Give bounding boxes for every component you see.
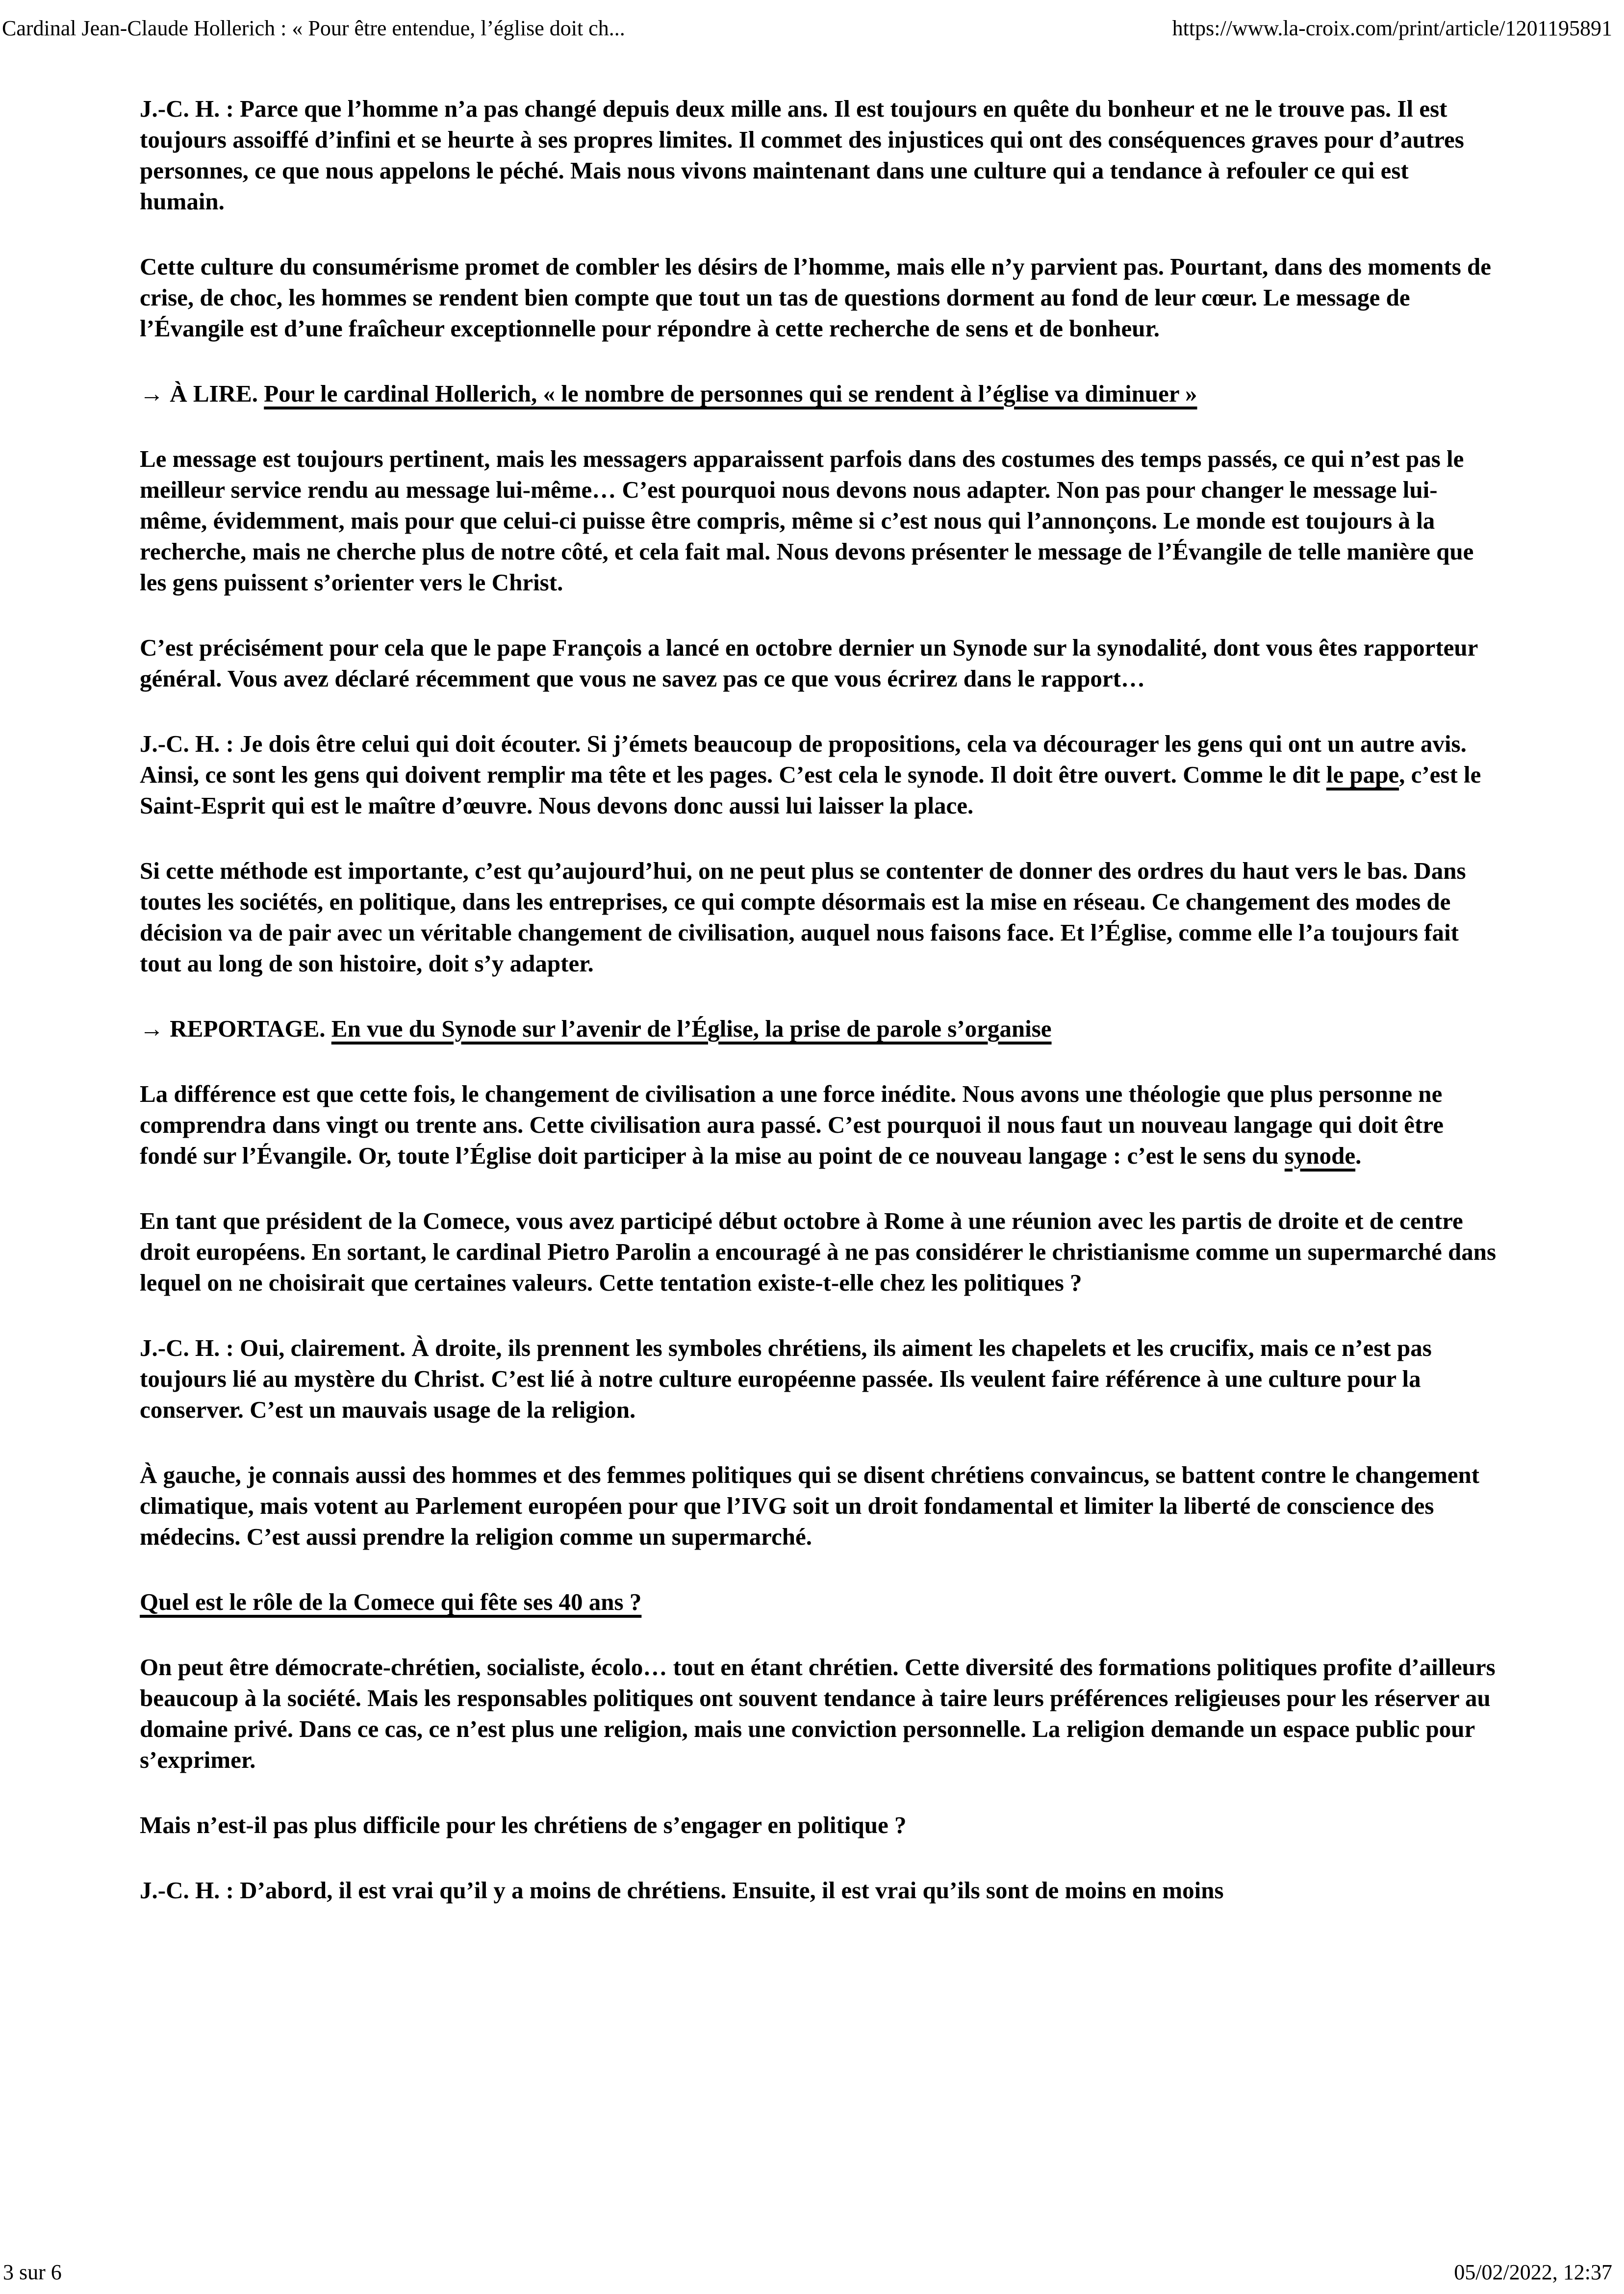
- paragraph-text: J.-C. H. : Oui, clairement. À droite, ils prennent les symboles chrétiens, ils aiment les chapelets et les crucifix, mais ce n’est pas toujours lié au mystère du Christ. C’est lié à notre culture européenne passée. Ils veulent faire référence à une culture pour la conserver. C’est un mauvais usage de la religion.: [140, 1334, 1432, 1423]
- page-title: Cardinal Jean-Claude Hollerich : « Pour être entendue, l’église doit ch...: [2, 16, 625, 40]
- paragraph-text: , c’est le Saint-Esprit qui est le maître d’œuvre. Nous devons donc aussi lui laisser la place.: [140, 761, 1481, 819]
- article-paragraph: [140, 1078, 1497, 1171]
- paragraph-text: .: [1355, 1142, 1362, 1169]
- inline-link[interactable]: synode: [1284, 1142, 1356, 1169]
- print-footer: [0, 2259, 1624, 2286]
- article-paragraph: [140, 1205, 1497, 1298]
- source-url: https://www.la-croix.com/print/article/1201195891: [1172, 16, 1612, 40]
- article-paragraph: [140, 1875, 1497, 1906]
- inline-link[interactable]: En vue du Synode sur l’avenir de l’Église, la prise de parole s’organise: [331, 1015, 1052, 1042]
- paragraph-text: J.-C. H. : D’abord, il est vrai qu’il y a moins de chrétiens. Ensuite, il est vrai qu’ils sont de moins en moins: [140, 1877, 1224, 1904]
- paragraph-text: C’est précisément pour cela que le pape François a lancé en octobre dernier un Synode sur la synodalité, dont vous êtes rapporteur général. Vous avez déclaré récemment que vous ne savez pas ce que vous écrirez dans le rapport…: [140, 634, 1478, 692]
- article-paragraph: [140, 1459, 1497, 1552]
- paragraph-text: En tant que président de la Comece, vous avez participé début octobre à Rome à une réunion avec les partis de droite et de centre droit européens. En sortant, le cardinal Pietro Parolin a encouragé à ne pas considérer le christianisme comme un supermarché dans lequel on ne choisirait que certaines valeurs. Cette tentation existe-t-elle chez les politiques ?: [140, 1207, 1497, 1296]
- article-paragraph: [140, 728, 1497, 821]
- article-paragraph: [140, 855, 1497, 979]
- article-paragraph: [140, 443, 1497, 598]
- paragraph-text: Cette culture du consumérisme promet de combler les désirs de l’homme, mais elle n’y parvient pas. Pourtant, dans des moments de crise, de choc, les hommes se rendent bien compte que tout un tas de questions dorment au fond de leur cœur. Le message de l’Évangile est d’une fraîcheur exceptionnelle pour répondre à cette recherche de sens et de bonheur.: [140, 253, 1492, 342]
- article-paragraph: [140, 1013, 1497, 1044]
- article-paragraph: [140, 1810, 1497, 1840]
- paragraph-text: → REPORTAGE.: [140, 1015, 331, 1042]
- inline-link[interactable]: le pape: [1326, 761, 1399, 788]
- paragraph-text: J.-C. H. : Parce que l’homme n’a pas changé depuis deux mille ans. Il est toujours en quête du bonheur et ne le trouve pas. Il est toujours assoiffé d’infini et se heurte à ses propres limites. Il commet des injustices qui ont des conséquences graves pour d’autres personnes, ce que nous appelons le péché. Mais nous vivons maintenant dans une culture qui a tendance à refouler ce qui est humain.: [140, 95, 1464, 215]
- page-number: 3 sur 6: [3, 2260, 62, 2284]
- paragraph-text: La différence est que cette fois, le changement de civilisation a une force inédite. Nous avons une théologie que plus personne ne comprendra dans vingt ou trente ans. Cette civilisation aura passé. C’est pourquoi il nous faut un nouveau langage qui doit être fondé sur l’Évangile. Or, toute l’Église doit participer à la mise au point de ce nouveau langage : c’est le sens du: [140, 1080, 1444, 1169]
- print-header: [0, 0, 1624, 42]
- inline-link[interactable]: Pour le cardinal Hollerich, « le nombre de personnes qui se rendent à l’église va diminuer »: [264, 380, 1197, 407]
- paragraph-text: À gauche, je connais aussi des hommes et des femmes politiques qui se disent chrétiens convaincus, se battent contre le changement climatique, mais votent au Parlement européen pour que l’IVG soit un droit fondamental et limiter la liberté de conscience des médecins. C’est aussi prendre la religion comme un supermarché.: [140, 1461, 1480, 1550]
- article-paragraph: [140, 1652, 1497, 1775]
- article-paragraph: [140, 251, 1497, 344]
- inline-link[interactable]: Quel est le rôle de la Comece qui fête ses 40 ans ?: [140, 1588, 642, 1615]
- print-timestamp: 05/02/2022, 12:37: [1454, 2260, 1612, 2284]
- paragraph-text: Si cette méthode est importante, c’est qu’aujourd’hui, on ne peut plus se contenter de donner des ordres du haut vers le bas. Dans toutes les sociétés, en politique, dans les entreprises, ce qui compte désormais est la mise en réseau. Ce changement des modes de décision va de pair avec un véritable changement de civilisation, auquel nous faisons face. Et l’Église, comme elle l’a toujours fait tout au long de son histoire, doit s’y adapter.: [140, 857, 1466, 977]
- article-paragraph: [140, 93, 1497, 217]
- paragraph-text: → À LIRE.: [140, 380, 264, 407]
- article-paragraph: [140, 1586, 1497, 1617]
- article-paragraph: [140, 378, 1497, 409]
- paragraph-text: Mais n’est-il pas plus difficile pour les chrétiens de s’engager en politique ?: [140, 1811, 907, 1838]
- paragraph-text: J.-C. H. : Je dois être celui qui doit écouter. Si j’émets beaucoup de propositions, cela va décourager les gens qui ont un autre avis. Ainsi, ce sont les gens qui doivent remplir ma tête et les pages. C’est cela le synode. Il doit être ouvert. Comme le dit: [140, 730, 1467, 788]
- paragraph-text: On peut être démocrate-chrétien, socialiste, écolo… tout en étant chrétien. Cette diversité des formations politiques profite d’ailleurs beaucoup à la société. Mais les responsables politiques ont souvent tendance à taire leurs préférences religieuses pour les réserver au domaine privé. Dans ce cas, ce n’est plus une religion, mais une conviction personnelle. La religion demande un espace public pour s’exprimer.: [140, 1654, 1496, 1773]
- paragraph-text: Le message est toujours pertinent, mais les messagers apparaissent parfois dans des costumes des temps passés, ce qui n’est pas le meilleur service rendu au message lui-même… C’est pourquoi nous devons nous adapter. Non pas pour changer le message lui-même, évidemment, mais pour que celui-ci puisse être compris, même si c’est nous qui l’annonçons. Le monde est toujours à la recherche, mais ne cherche plus de notre côté, et cela fait mal. Nous devons présenter le message de l’Évangile de telle manière que les gens puissent s’orienter vers le Christ.: [140, 445, 1474, 596]
- article-body: [140, 93, 1497, 1906]
- article-paragraph: [140, 1332, 1497, 1425]
- article-paragraph: [140, 632, 1497, 694]
